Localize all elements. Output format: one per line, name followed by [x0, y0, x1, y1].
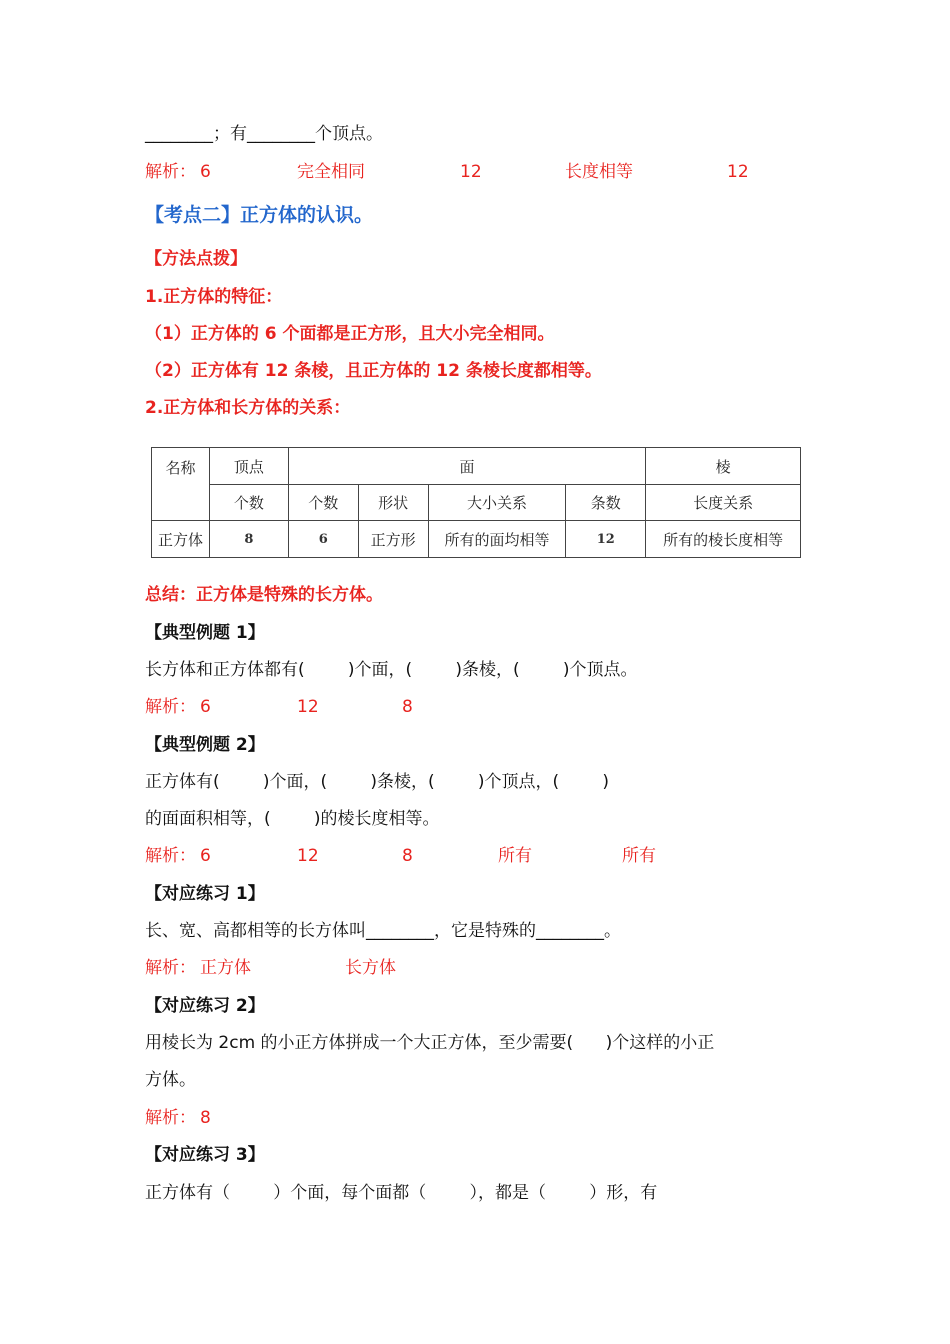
point-1b: （2）正方体有 12 条棱，且正方体的 12 条棱长度都相等。 [145, 361, 602, 381]
example-2-title: 【典型例题 2】 [145, 735, 265, 755]
header-edge: 棱 [646, 448, 801, 485]
sub-edge-count: 条数 [566, 485, 646, 521]
answer-value: 长方体 [345, 958, 396, 978]
blank: ________ [247, 124, 315, 144]
practice-1-title: 【对应练习 1】 [145, 884, 265, 904]
question-continuation [145, 123, 383, 145]
answer-value: 6 [200, 846, 211, 866]
answer-value: 长度相等 [565, 162, 633, 182]
answer-value: 12 [460, 162, 482, 182]
practice-2-question-line-1: 用棱长为 2cm 的小正方体拼成一个大正方体，至少需要( )个这样的小正 [145, 1033, 715, 1053]
example-2-question-line-1: 正方体有( )个面，( )条棱，( )个顶点，( ) [145, 772, 609, 792]
answer-label: 解析： [145, 1108, 196, 1128]
row-face-size: 所有的面均相等 [428, 521, 566, 558]
practice-1-question: 长、宽、高都相等的长方体叫________，它是特殊的________。 [145, 921, 621, 941]
header-face: 面 [288, 448, 645, 485]
sub-vertex-count: 个数 [209, 485, 288, 521]
answer-label: 解析： [145, 846, 196, 866]
summary: 总结：正方体是特殊的长方体。 [145, 585, 383, 605]
sub-face-count: 个数 [288, 485, 358, 521]
point-1: 1.正方体的特征： [145, 287, 283, 307]
blank: ________ [145, 124, 213, 144]
answer-label: 解析： [145, 697, 196, 717]
relation-table [151, 447, 801, 558]
practice-2-question-line-2: 方体。 [145, 1070, 196, 1090]
answer-label: 解析： [145, 162, 196, 182]
answer-value: 完全相同 [297, 162, 365, 182]
sub-face-size: 大小关系 [428, 485, 566, 521]
row-edge-count: 12 [566, 521, 646, 558]
row-face-shape: 正方形 [358, 521, 428, 558]
point-2: 2.正方体和长方体的关系： [145, 398, 351, 418]
example-1-answer [145, 696, 795, 718]
point-1a: （1）正方体的 6 个面都是正方形，且大小完全相同。 [145, 324, 555, 344]
example-2-answer [145, 845, 795, 867]
answer-value: 12 [727, 162, 749, 182]
practice-1-answer [145, 957, 795, 979]
answer-line [145, 161, 795, 183]
answer-value: 12 [297, 697, 319, 717]
example-1-question: 长方体和正方体都有( )个面，( )条棱，( )个顶点。 [145, 660, 638, 680]
method-title: 【方法点拨】 [145, 249, 247, 269]
row-edge-length: 所有的棱长度相等 [646, 521, 801, 558]
example-1-title: 【典型例题 1】 [145, 623, 265, 643]
answer-value: 8 [200, 1108, 211, 1128]
row-vertex: 8 [209, 521, 288, 558]
text: ；有 [213, 124, 247, 144]
text: 个顶点。 [315, 124, 383, 144]
row-name: 正方体 [152, 521, 210, 558]
answer-label: 解析： [145, 958, 196, 978]
answer-value: 所有 [622, 846, 656, 866]
practice-2-title: 【对应练习 2】 [145, 996, 265, 1016]
answer-value: 8 [402, 846, 413, 866]
answer-value: 6 [200, 697, 211, 717]
practice-2-answer [145, 1107, 795, 1129]
practice-3-title: 【对应练习 3】 [145, 1145, 265, 1165]
answer-value: 正方体 [200, 958, 251, 978]
answer-value: 所有 [498, 846, 532, 866]
practice-3-question: 正方体有（ ）个面，每个面都（ ），都是（ ）形，有 [145, 1183, 658, 1203]
header-vertex: 顶点 [209, 448, 288, 485]
sub-face-shape: 形状 [358, 485, 428, 521]
header-name: 名称 [152, 448, 210, 521]
example-2-question-line-2: 的面面积相等，( )的棱长度相等。 [145, 809, 440, 829]
answer-value: 6 [200, 162, 211, 182]
section-title: 【考点二】正方体的认识。 [145, 204, 374, 226]
answer-value: 12 [297, 846, 319, 866]
row-face-count: 6 [288, 521, 358, 558]
sub-edge-length: 长度关系 [646, 485, 801, 521]
answer-value: 8 [402, 697, 413, 717]
